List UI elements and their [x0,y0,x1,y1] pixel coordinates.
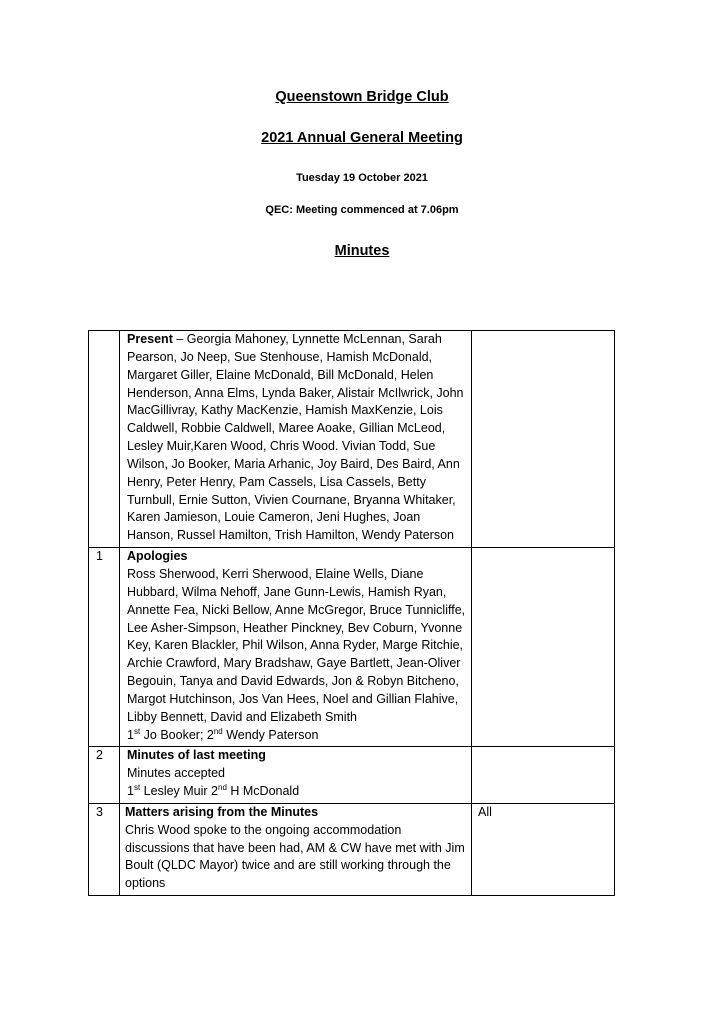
row-number: 1 [89,548,120,747]
action-cell [472,747,615,804]
club-title: Queenstown Bridge Club [275,89,449,105]
table-row-minutes-last [89,747,615,804]
title-separator: – [172,332,187,346]
action-cell [472,331,615,548]
present-cell [120,331,472,548]
present-list: Georgia Mahoney, Lynnette McLennan, Sarah Pearson, Jo Neep, Sue Stenhouse, Hamish McDonald, Margaret Giller, Elaine McDonald, Bill McDonald, Helen Henderson, Anna Elms, Lynda Baker, Alistair McIlwrick, John MacGillivray, Kathy MacKenzie, Hamish MaxKenzie, Lois Caldwell, Robbie Caldwell, Maree Aoake, Gillian McLeod, Lesley Muir,Karen Wood, Chris Wood. Vivian Todd, Sue Wilson, Jo Booker, Maria Arhanic, Joy Baird, Des Baird, Ann Henry, Peter Henry, Pam Cassels, Lisa Cassels, Betty Turnbull, Ernie Sutton, Vivien Cournane, Bryanna Whitaker, Karen Jamieson, Louie Cameron, Jeni Hughes, Joan Hanson, Russel Hamilton, Trish Hamilton, Wendy Paterson [127,332,464,543]
meeting-title: 2021 Annual General Meeting [261,130,463,146]
minutes-last-cell [120,747,472,804]
row-title: Minutes of last meeting [127,748,266,763]
table-row-matters [89,803,615,895]
meeting-date: Tuesday 19 October 2021 [296,172,428,184]
table-row-apologies [89,548,615,747]
matters-text: Chris Wood spoke to the ongoing accommodation discussions that have been had, AM & CW have met with Jim Boult (QLDC Mayor) twice and are still working through the options [125,822,465,891]
apologies-list: Ross Sherwood, Kerri Sherwood, Elaine Wells, Diane Hubbard, Wilma Nehoff, Jane Gunn-Lewis, Hamish Ryan, Annette Fea, Nicki Bellow, Anne McGregor, Bruce Tunnicliffe, Lee Asher-Simpson, Heather Pinckney, Bev Coburn, Yvonne Key, Karen Blackler, Phil Wilson, Anna Ryder, Marge Ritchie, Archie Crawford, Mary Bradshaw, Gaye Bartlett, Jean-Oliver Begouin, Tanya and David Edwards, Jon & Robyn Bitcheno, Margot Hutchinson, Jos Van Hees, Noel and Gillian Flahive, Libby Bennett, David and Elizabeth Smith [127,566,466,724]
action-cell [472,548,615,747]
row-title: Apologies [127,549,188,564]
row-number: 3 [89,803,120,895]
row-number: 2 [89,747,120,804]
moved-seconded: 1st Lesley Muir 2nd H McDonald [127,782,300,799]
row-title: Matters arising from the Minutes [125,804,319,819]
matters-cell [120,803,472,895]
moved-seconded: 1st Jo Booker; 2nd Wendy Paterson [127,726,319,742]
action-cell: All [472,803,615,895]
table-row-present [89,331,615,548]
minutes-heading: Minutes [334,243,390,259]
row-number [89,331,120,548]
minutes-table [88,330,615,896]
minutes-accepted: Minutes accepted [127,766,225,781]
meeting-commenced: QEC: Meeting commenced at 7.06pm [265,204,459,216]
row-title: Present [127,332,173,346]
apologies-cell [120,548,472,747]
